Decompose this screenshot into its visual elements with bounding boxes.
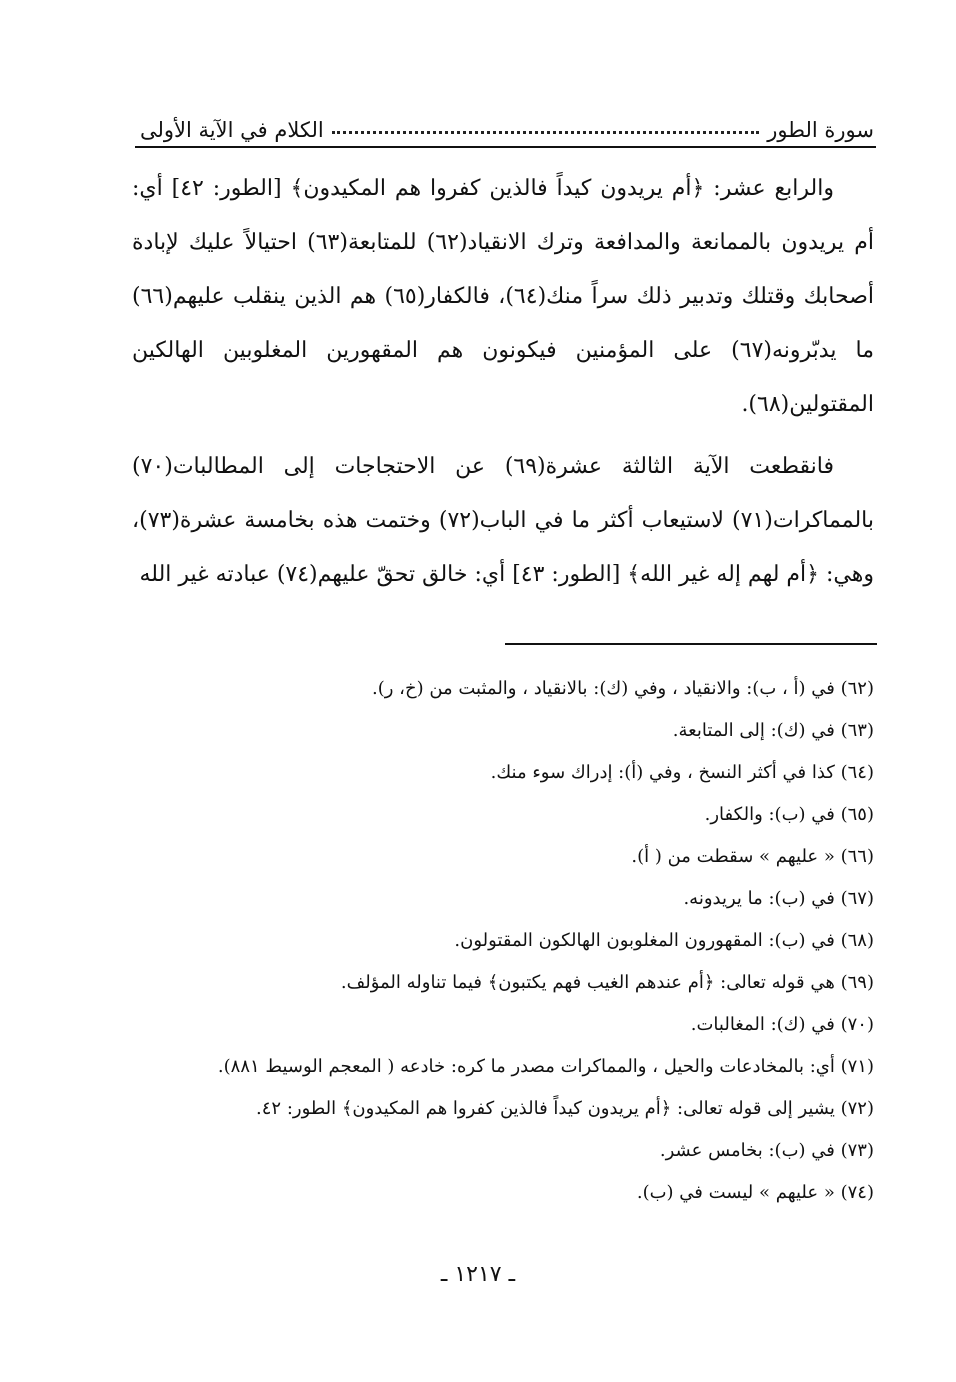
footnote-separator [505,643,877,645]
footnote-62: (٦٢) في (أ ، ب): والانقياد ، وفي (ك): بالانقياد ، والمثبت من (خ، ر). [371,678,874,699]
footnote-67: (٦٧) في (ب): ما يريدونه. [683,888,874,909]
header-surah-title: سورة الطور [767,118,874,142]
footnote-65: (٦٥) في (ب): والكفار. [704,804,874,825]
main-text [132,162,874,602]
footnote-72: (٧٢) يشير إلى قوله تعالى: ﴿أم يريدون كيداً فالذين كفروا هم المكيدون﴾ الطور: ٤٢. [256,1098,874,1119]
footnote-69: (٦٩) هي قوله تعالى: ﴿أم عندهم الغيب فهم يكتبون﴾ فيما تناوله المؤلف. [340,972,874,993]
page-number: ـ ١٢١٧ ـ [440,1262,516,1287]
running-header [140,108,874,142]
footnote-64: (٦٤) كذا في أكثر النسخ ، وفي (أ): إدراك سوء منك. [490,762,874,783]
paragraph: والرابع عشر: ﴿أم يريدون كيداً فالذين كفروا هم المكيدون﴾ [الطور: ٤٢] أي: أم يريدون بالممانعة والمدافعة وترك الانقياد(٦٢) للمتابعة(٦٣) احتيالاً عليك لإبادة أصحابك وقتلك وتدبير ذلك سراً منك(٦٤)، فالكفار(٦٥) هم الذين ينقلب عليهم(٦٦) ما يدبّرونه(٦٧) على المؤمنين فيكونون هم المقهورين المغلوبين الهالكين المقتولين(٦٨). [132,176,874,417]
footnote-63: (٦٣) في (ك): إلى المتابعة. [672,720,874,741]
footnote-70: (٧٠) في (ك): المغالبات. [690,1014,874,1035]
header-dotted-leader [332,131,760,134]
footnotes-list [150,668,874,1214]
header-rule [135,146,876,148]
footnote-68: (٦٨) في (ب): المقهورون المغلوبون الهالكون المقتولون. [454,930,874,951]
footnote-71: (٧١) أي: بالمخادعات والحيل ، والمماكرات مصدر ما كره: خادعه ( المعجم الوسيط ٨٨١). [217,1056,874,1077]
footnote-66: (٦٦) « عليهم » سقطت من ( أ). [631,846,874,867]
footnote-74: (٧٤) « عليهم » ليست في (ب). [636,1182,874,1203]
header-section-title: الكلام في الآية الأولى [140,118,324,142]
paragraph: فانقطعت الآية الثالثة عشرة(٦٩) عن الاحتجاجات إلى المطالبات(٧٠) بالمماكرات(٧١) لاستيعاب أكثر ما في الباب(٧٢) وختمت هذه بخامسة عشرة(٧٣)، وهي: ﴿أم لهم إله غير الله﴾ [الطور: ٤٣] أي: خالق تحقّ عليهم(٧٤) عبادته غير الله [132,454,874,587]
footnote-73: (٧٣) في (ب): بخامس عشر. [659,1140,874,1161]
